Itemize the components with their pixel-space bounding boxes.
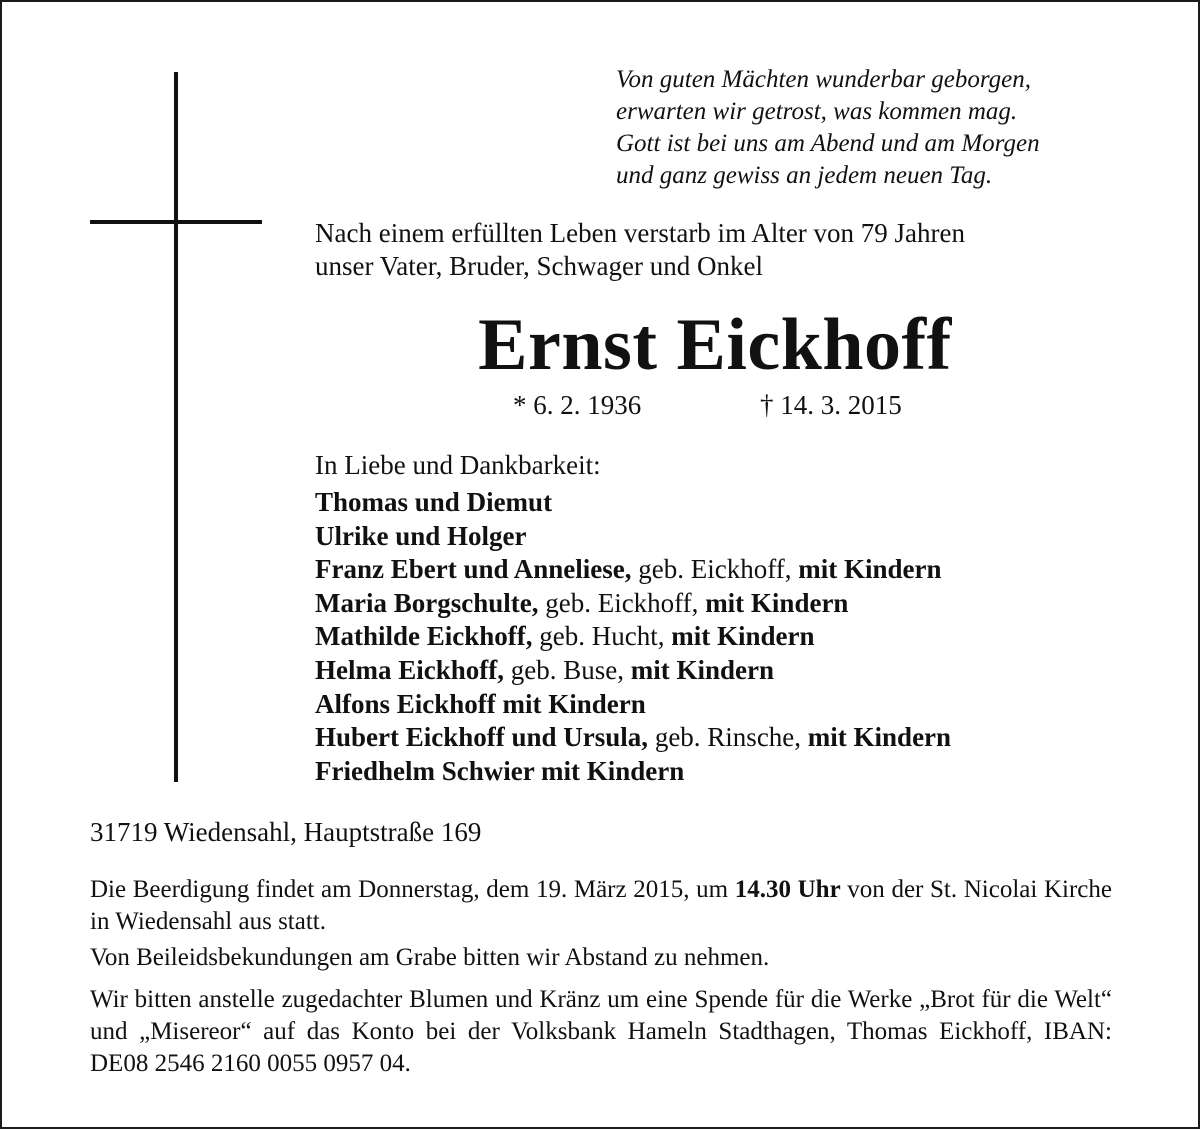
address: 31719 Wiedensahl, Hauptstraße 169 xyxy=(90,817,482,847)
intro-line: Nach einem erfüllten Leben verstarb im Alter von 79 Jahren xyxy=(315,218,966,248)
mourner-row xyxy=(315,520,1175,554)
funeral-time: 14.30 Uhr xyxy=(734,876,841,903)
funeral-note xyxy=(90,874,1112,938)
poem xyxy=(616,64,1176,192)
funeral-note-text-end: von der St. Nicolai Kirche in Wiedensahl aus statt. xyxy=(90,876,1112,935)
birth-date: * 6. 2. 1936 xyxy=(513,390,642,420)
mourner-name: Maria Borgschulte, xyxy=(315,587,539,618)
mourner-name: mit Kindern xyxy=(671,621,815,652)
mourner-row xyxy=(315,587,1175,621)
poem-line: Gott ist bei uns am Abend und am Morgen xyxy=(616,130,1040,157)
mourner-name: Friedhelm Schwier mit Kindern xyxy=(315,755,685,786)
mourner-name: Mathilde Eickhoff, xyxy=(315,621,533,652)
death-date: † 14. 3. 2015 xyxy=(760,390,902,420)
cross-icon-vertical-bar xyxy=(174,72,178,782)
mourner-name: Hubert Eickhoff und Ursula, xyxy=(315,722,649,753)
mourner-name: mit Kindern xyxy=(798,554,942,585)
deceased-name: Ernst Eickhoff xyxy=(478,304,952,386)
mourner-row xyxy=(315,620,1175,654)
gratitude-heading: In Liebe und Dankbarkeit: xyxy=(315,450,601,480)
mourner-name: Alfons Eickhoff mit Kindern xyxy=(315,688,646,719)
mourner-row xyxy=(315,654,1175,688)
mourner-maiden-name: geb. Rinsche, xyxy=(648,722,808,753)
intro-line: unser Vater, Bruder, Schwager und Onkel xyxy=(315,251,763,281)
mourner-maiden-name: geb. Eickhoff, xyxy=(538,587,706,618)
mourner-name: Franz Ebert und Anneliese, xyxy=(315,554,632,585)
mourner-name: Ulrike und Holger xyxy=(315,520,527,551)
mourner-maiden-name: geb. Hucht, xyxy=(532,621,672,652)
intro-text xyxy=(315,217,1175,283)
funeral-note-text-start: Die Beerdigung findet am Donnerstag, dem 19. März 2015, um xyxy=(90,876,735,903)
mourner-name: mit Kindern xyxy=(705,587,849,618)
mourner-name: mit Kindern xyxy=(807,722,952,753)
mourner-row xyxy=(315,553,1175,587)
mourner-name: Thomas und Diemut xyxy=(315,487,553,517)
mourner-name: mit Kindern xyxy=(630,654,774,685)
poem-line: erwarten wir getrost, was kommen mag. xyxy=(616,98,1018,125)
mourner-maiden-name: geb. Eickhoff, xyxy=(631,554,799,585)
mourner-row xyxy=(315,688,1175,722)
mourner-maiden-name: geb. Buse, xyxy=(504,654,631,685)
poem-line: und ganz gewiss an jedem neuen Tag. xyxy=(616,162,993,189)
mourner-row xyxy=(315,486,1175,520)
donation-note: Wir bitten anstelle zugedachter Blumen und Kränz um eine Spende für die Werke „Brot für die Welt“ und „Misereor“ auf das Konto bei der Volksbank Hameln Stadthagen, Thomas Eickhoff, IBAN: DE08 2546 2160 0055 0957 04. xyxy=(90,986,1112,1077)
mourner-name: Helma Eickhoff, xyxy=(315,654,504,685)
poem-line: Von guten Mächten wunderbar geborgen, xyxy=(616,66,1031,93)
mourners-list xyxy=(315,486,1175,788)
cross-icon-horizontal-bar xyxy=(90,220,262,224)
mourner-row xyxy=(315,721,1175,755)
condolence-note: Von Beileidsbekundungen am Grabe bitten wir Abstand zu nehmen. xyxy=(90,944,770,971)
mourner-row xyxy=(315,755,1175,789)
